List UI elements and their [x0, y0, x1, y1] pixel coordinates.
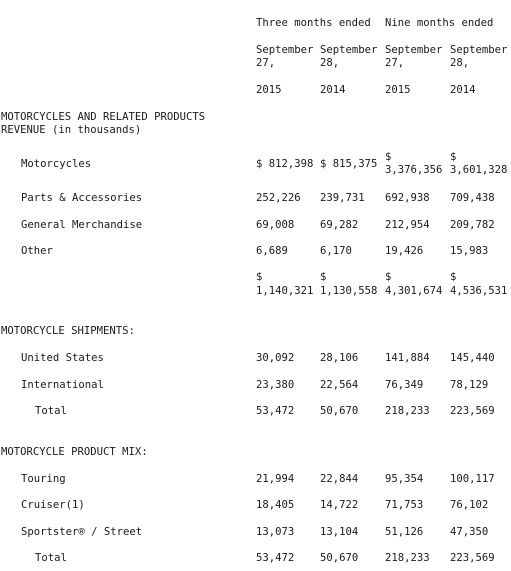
- row-label-united-states: United States: [21, 352, 104, 364]
- header-col3-year: 2015: [385, 84, 411, 96]
- cell-total: 1,140,321: [256, 285, 314, 297]
- cell-total: 4,536,531: [450, 285, 508, 297]
- header-col2-year: 2014: [320, 84, 346, 96]
- cell-currency: $: [320, 271, 327, 283]
- header-col1-day: 27,: [256, 57, 276, 69]
- cell: 21,994: [256, 473, 295, 485]
- header-col3-day: 27,: [385, 57, 405, 69]
- cell: 47,350: [450, 526, 489, 538]
- cell: 14,722: [320, 499, 359, 511]
- header-col4-day: 28,: [450, 57, 470, 69]
- shipments-title: MOTORCYCLE SHIPMENTS:: [1, 325, 135, 337]
- cell: 69,008: [256, 219, 295, 231]
- cell: 6,170: [320, 245, 352, 257]
- row-label-other: Other: [21, 245, 53, 257]
- cell: 212,954: [385, 219, 430, 231]
- cell: 53,472: [256, 405, 295, 417]
- header-three-months: Three months ended: [256, 17, 371, 29]
- cell-currency: $: [450, 151, 457, 163]
- revenue-title-line1: MOTORCYCLES AND RELATED PRODUCTS: [1, 111, 206, 123]
- cell: 223,569: [450, 405, 495, 417]
- row-label-international: International: [21, 379, 104, 391]
- cell: 209,782: [450, 219, 495, 231]
- cell: 692,938: [385, 192, 430, 204]
- cell: 53,472: [256, 552, 295, 564]
- row-label-cruiser: Cruiser(1): [21, 499, 85, 511]
- cell: 78,129: [450, 379, 489, 391]
- cell: 239,731: [320, 192, 365, 204]
- cell-total: 1,130,558: [320, 285, 378, 297]
- cell: 19,426: [385, 245, 424, 257]
- cell: 145,440: [450, 352, 495, 364]
- cell: 709,438: [450, 192, 495, 204]
- revenue-title-line2: REVENUE (in thousands): [1, 124, 142, 136]
- cell: 50,670: [320, 405, 359, 417]
- cell: 76,102: [450, 499, 489, 511]
- header-col2-month: September: [320, 44, 378, 56]
- row-label-merchandise: General Merchandise: [21, 219, 143, 231]
- cell-total: 4,301,674: [385, 285, 443, 297]
- row-label-total: Total: [35, 405, 67, 417]
- cell: 218,233: [385, 405, 430, 417]
- cell: 69,282: [320, 219, 359, 231]
- cell: 23,380: [256, 379, 295, 391]
- cell-currency: $: [385, 151, 392, 163]
- cell: 95,354: [385, 473, 424, 485]
- cell: 100,117: [450, 473, 495, 485]
- cell-currency: $: [256, 271, 263, 283]
- cell: 3,601,328: [450, 164, 508, 176]
- header-col2-day: 28,: [320, 57, 340, 69]
- row-label-sportster: Sportster® / Street: [21, 526, 143, 538]
- cell: 141,884: [385, 352, 430, 364]
- cell: 71,753: [385, 499, 424, 511]
- cell: 223,569: [450, 552, 495, 564]
- row-label-total: Total: [35, 552, 67, 564]
- cell: $ 815,375: [320, 158, 378, 170]
- header-col3-month: September: [385, 44, 443, 56]
- cell: 30,092: [256, 352, 295, 364]
- cell: 50,670: [320, 552, 359, 564]
- mix-title: MOTORCYCLE PRODUCT MIX:: [1, 446, 148, 458]
- cell: 51,126: [385, 526, 424, 538]
- cell: 22,844: [320, 473, 359, 485]
- cell: 76,349: [385, 379, 424, 391]
- header-col4-year: 2014: [450, 84, 476, 96]
- row-label-parts: Parts & Accessories: [21, 192, 143, 204]
- header-col4-month: September: [450, 44, 508, 56]
- cell-currency: $: [385, 271, 392, 283]
- cell: 28,106: [320, 352, 359, 364]
- cell: 13,073: [256, 526, 295, 538]
- header-col1-year: 2015: [256, 84, 282, 96]
- cell-currency: $: [450, 271, 457, 283]
- cell: 18,405: [256, 499, 295, 511]
- cell: 252,226: [256, 192, 301, 204]
- cell: 6,689: [256, 245, 288, 257]
- header-nine-months: Nine months ended: [385, 17, 494, 29]
- cell: $ 812,398: [256, 158, 314, 170]
- cell: 3,376,356: [385, 164, 443, 176]
- cell: 218,233: [385, 552, 430, 564]
- row-label-touring: Touring: [21, 473, 66, 485]
- row-label-motorcycles: Motorcycles: [21, 158, 92, 170]
- header-col1-month: September: [256, 44, 314, 56]
- cell: 13,104: [320, 526, 359, 538]
- cell: 15,983: [450, 245, 489, 257]
- cell: 22,564: [320, 379, 359, 391]
